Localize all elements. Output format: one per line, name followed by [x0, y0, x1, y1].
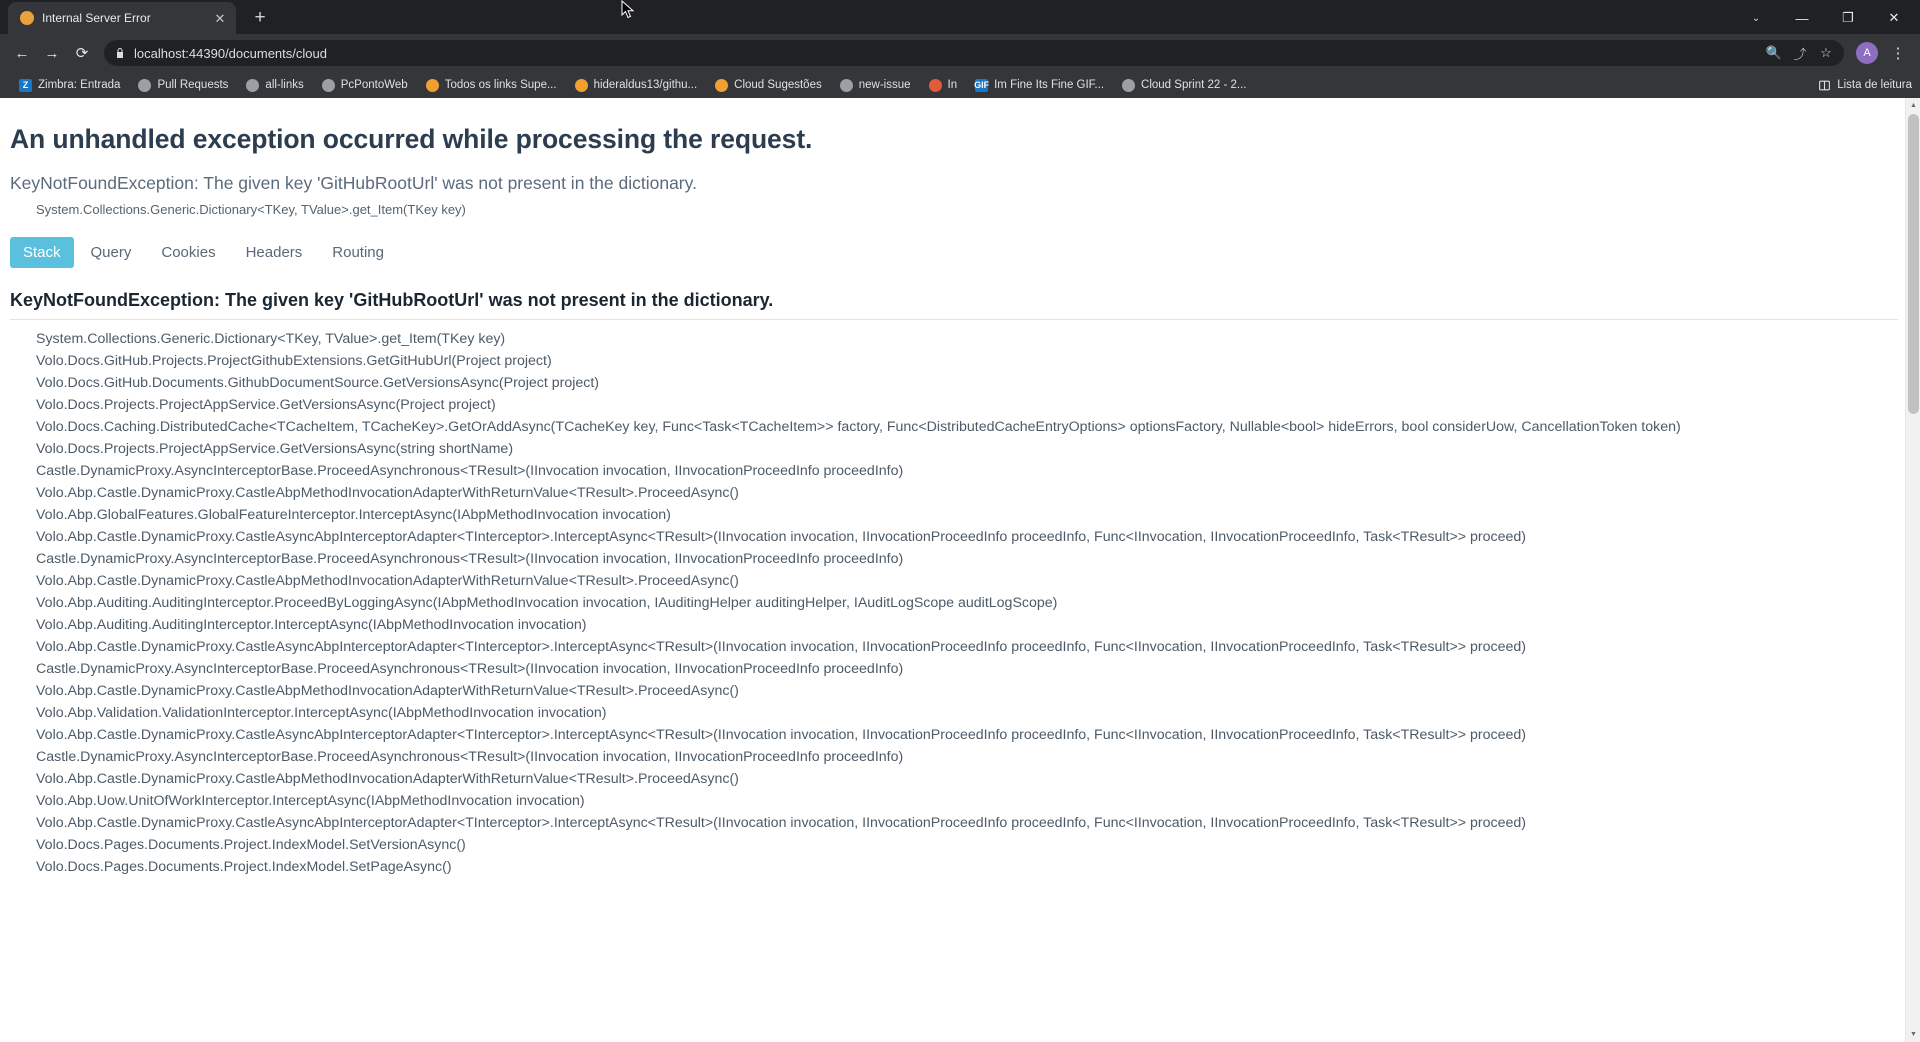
bookmark-favicon-icon: Z [19, 79, 32, 92]
bookmark-label: In [947, 79, 958, 91]
stack-frame: Volo.Abp.Auditing.AuditingInterceptor.InterceptAsync(IAbpMethodInvocation invocation) [36, 617, 587, 633]
bookmark-favicon-icon [715, 79, 728, 92]
bookmark-label: new-issue [858, 79, 911, 91]
stack-frame: Volo.Docs.GitHub.Documents.GithubDocumentSource.GetVersionsAsync(Project project) [36, 375, 600, 391]
stack-frame: Castle.DynamicProxy.AsyncInterceptorBase.ProceedAsynchronous<TResult>(IInvocation invocation, IInvocationProceedInfo proceedInfo) [36, 463, 904, 479]
bookmark-item[interactable] [920, 74, 967, 96]
bookmark-item[interactable] [966, 74, 1113, 96]
stack-frame: Volo.Abp.Castle.DynamicProxy.CastleAbpMethodInvocationAdapterWithReturnValue<TResult>.ProceedAsync() [36, 573, 739, 589]
list-all-tabs-icon[interactable]: ⌄ [1751, 12, 1761, 24]
bookmark-favicon-icon: GIF [974, 80, 990, 90]
exception-summary: KeyNotFoundException: The given key 'GitHubRootUrl' was not present in the dictionary. [10, 173, 697, 193]
stack-frame: Volo.Docs.Projects.ProjectAppService.GetVersionsAsync(string shortName) [36, 441, 514, 457]
avatar[interactable]: A [1856, 42, 1878, 64]
bookmark-item[interactable] [313, 74, 417, 96]
share-icon[interactable]: ⤴ [1793, 46, 1807, 62]
bookmark-item[interactable] [129, 74, 237, 96]
stack-frame: Volo.Docs.Projects.ProjectAppService.GetVersionsAsync(Project project) [36, 397, 496, 413]
forward-icon[interactable]: → [44, 44, 60, 62]
bookmark-item[interactable] [566, 74, 707, 96]
stack-frame: Volo.Docs.GitHub.Projects.ProjectGithubExtensions.GetGitHubUrl(Project project) [36, 353, 552, 369]
bookmark-favicon-icon [575, 79, 588, 92]
bookmark-star-icon[interactable]: ☆ [1820, 45, 1832, 60]
window-controls [1734, 2, 1920, 34]
bookmark-favicon-icon [426, 79, 439, 92]
stack-frame: System.Collections.Generic.Dictionary<TKey, TValue>.get_Item(TKey key) [36, 331, 506, 347]
bookmark-favicon-icon [1122, 79, 1135, 92]
stack-frame: Volo.Abp.Castle.DynamicProxy.CastleAbpMethodInvocationAdapterWithReturnValue<TResult>.ProceedAsync() [36, 683, 739, 699]
tab-title: Internal Server Error [42, 11, 151, 25]
error-page [0, 98, 1920, 1042]
browser-tab[interactable] [8, 2, 236, 34]
stack-frame: Volo.Abp.Uow.UnitOfWorkInterceptor.InterceptAsync(IAbpMethodInvocation invocation) [36, 793, 585, 809]
reading-list-label: Lista de leitura [1837, 79, 1912, 91]
bookmark-item[interactable] [706, 74, 831, 96]
bookmark-label: Zimbra: Entrada [38, 79, 121, 91]
stack-frame: Volo.Abp.Castle.DynamicProxy.CastleAsyncAbpInterceptorAdapter<TInterceptor>.InterceptAsync<TResult>(IInvocation invocation, IInvocationProceedInfo proceedInfo, Func<IInvocation, IInvocationProceedInfo, Task<TResult>> proceed) [36, 727, 1526, 743]
exception-origin: System.Collections.Generic.Dictionary<TKey, TValue>.get_Item(TKey key) [36, 202, 466, 217]
bookmark-label: all-links [265, 79, 304, 91]
scroll-up-arrow[interactable]: ▲ [1910, 102, 1917, 109]
search-icon[interactable]: 🔍 [1765, 45, 1783, 60]
page-title: An unhandled exception occurred while processing the request. [10, 124, 813, 154]
bookmark-label: hideraldus13/githu... [593, 79, 698, 91]
bookmark-item[interactable] [1113, 74, 1255, 96]
stack-frame: Volo.Docs.Pages.Documents.Project.IndexModel.SetPageAsync() [36, 859, 452, 875]
stack-frame: Volo.Abp.GlobalFeatures.GlobalFeatureInterceptor.InterceptAsync(IAbpMethodInvocation invocation) [36, 507, 671, 523]
stack-frame: Volo.Abp.Castle.DynamicProxy.CastleAsyncAbpInterceptorAdapter<TInterceptor>.InterceptAsync<TResult>(IInvocation invocation, IInvocationProceedInfo proceedInfo, Func<IInvocation, IInvocationProceedInfo, Task<TResult>> proceed) [36, 815, 1526, 831]
stack-frame: Castle.DynamicProxy.AsyncInterceptorBase.ProceedAsynchronous<TResult>(IInvocation invocation, IInvocationProceedInfo proceedInfo) [36, 661, 904, 677]
stack-frame: Volo.Abp.Castle.DynamicProxy.CastleAsyncAbpInterceptorAdapter<TInterceptor>.InterceptAsync<TResult>(IInvocation invocation, IInvocationProceedInfo proceedInfo, Func<IInvocation, IInvocationProceedInfo, Task<TResult>> proceed) [36, 529, 1526, 545]
tab-cookies[interactable]: Cookies [161, 244, 216, 261]
reading-list-icon [1818, 79, 1831, 92]
url-text: localhost:44390/documents/cloud [134, 45, 327, 61]
bookmark-item[interactable] [417, 74, 566, 96]
stack-frame-list [36, 328, 1898, 878]
stack-frame: Castle.DynamicProxy.AsyncInterceptorBase.ProceedAsynchronous<TResult>(IInvocation invocation, IInvocationProceedInfo proceedInfo) [36, 551, 904, 567]
maximize-button[interactable]: ❐ [1842, 10, 1854, 25]
stack-frame: Volo.Abp.Castle.DynamicProxy.CastleAsyncAbpInterceptorAdapter<TInterceptor>.InterceptAsync<TResult>(IInvocation invocation, IInvocationProceedInfo proceedInfo, Func<IInvocation, IInvocationProceedInfo, Task<TResult>> proceed) [36, 639, 1526, 655]
stack-frame: Volo.Abp.Castle.DynamicProxy.CastleAbpMethodInvocationAdapterWithReturnValue<TResult>.ProceedAsync() [36, 771, 739, 787]
stack-heading: KeyNotFoundException: The given key 'GitHubRootUrl' was not present in the dictionary. [10, 290, 1898, 320]
stack-frame: Volo.Abp.Castle.DynamicProxy.CastleAbpMethodInvocationAdapterWithReturnValue<TResult>.ProceedAsync() [36, 485, 739, 501]
reading-list[interactable] [1818, 72, 1912, 98]
bookmark-label: Todos os links Supe... [444, 79, 557, 91]
tab-headers[interactable]: Headers [245, 244, 303, 261]
bookmark-label: Cloud Sugestões [734, 79, 822, 91]
bookmark-label: Im Fine Its Fine GIF... [994, 79, 1105, 91]
new-tab-button[interactable]: + [254, 7, 266, 28]
page-viewport [0, 98, 1920, 1042]
scroll-down-arrow[interactable]: ▼ [1910, 1031, 1917, 1038]
close-window-button[interactable]: ✕ [1888, 10, 1900, 25]
tab-stack[interactable]: Stack [10, 237, 74, 268]
omnibox-actions [1766, 45, 1834, 61]
bookmark-favicon-icon [322, 79, 335, 92]
bookmark-item[interactable] [831, 74, 920, 96]
bookmark-favicon-icon [246, 79, 259, 92]
scrollbar-thumb[interactable] [1908, 114, 1919, 414]
circle-favicon [20, 11, 34, 25]
stack-frame: Volo.Abp.Auditing.AuditingInterceptor.ProceedByLoggingAsync(IAbpMethodInvocation invocation, IAuditingHelper auditingHelper, IAuditLogScope auditLogScope) [36, 595, 1058, 611]
close-icon[interactable]: ✕ [214, 10, 226, 26]
stack-frame: Volo.Abp.Validation.ValidationInterceptor.InterceptAsync(IAbpMethodInvocation invocation) [36, 705, 607, 721]
bookmarks-bar [0, 72, 1920, 98]
lock-icon [114, 47, 126, 59]
browser-toolbar [0, 34, 1920, 72]
menu-icon[interactable]: ⋮ [1890, 45, 1906, 62]
tab-query[interactable]: Query [90, 244, 132, 261]
minimize-button[interactable]: — [1795, 10, 1809, 26]
bookmark-label: PcPontoWeb [340, 79, 408, 91]
address-bar[interactable] [104, 40, 1844, 66]
bookmark-favicon-icon [929, 79, 942, 92]
bookmark-item[interactable] [237, 74, 312, 96]
bookmark-label: Pull Requests [157, 79, 229, 91]
stack-frame: Volo.Docs.Pages.Documents.Project.IndexModel.SetVersionAsync() [36, 837, 466, 853]
stack-frame: Castle.DynamicProxy.AsyncInterceptorBase.ProceedAsynchronous<TResult>(IInvocation invocation, IInvocationProceedInfo proceedInfo) [36, 749, 904, 765]
reload-icon[interactable]: ⟳ [75, 45, 89, 62]
vertical-scrollbar[interactable] [1905, 98, 1920, 1042]
bookmark-favicon-icon [138, 79, 151, 92]
back-icon[interactable]: ← [14, 44, 30, 62]
tab-strip [0, 0, 1920, 34]
bookmark-favicon-icon [840, 79, 853, 92]
stack-frame: Volo.Docs.Caching.DistributedCache<TCacheItem, TCacheKey>.GetOrAddAsync(TCacheKey key, Func<Task<TCacheItem>> factory, Func<DistributedCacheEntryOptions> optionsFactory, Nullable<bool> hideErrors, bool considerUow, CancellationToken token) [36, 419, 1681, 435]
tab-routing[interactable]: Routing [332, 244, 384, 261]
bookmark-label: Cloud Sprint 22 - 2... [1141, 79, 1247, 91]
error-tabs [10, 237, 1898, 268]
bookmark-item[interactable] [10, 74, 129, 96]
